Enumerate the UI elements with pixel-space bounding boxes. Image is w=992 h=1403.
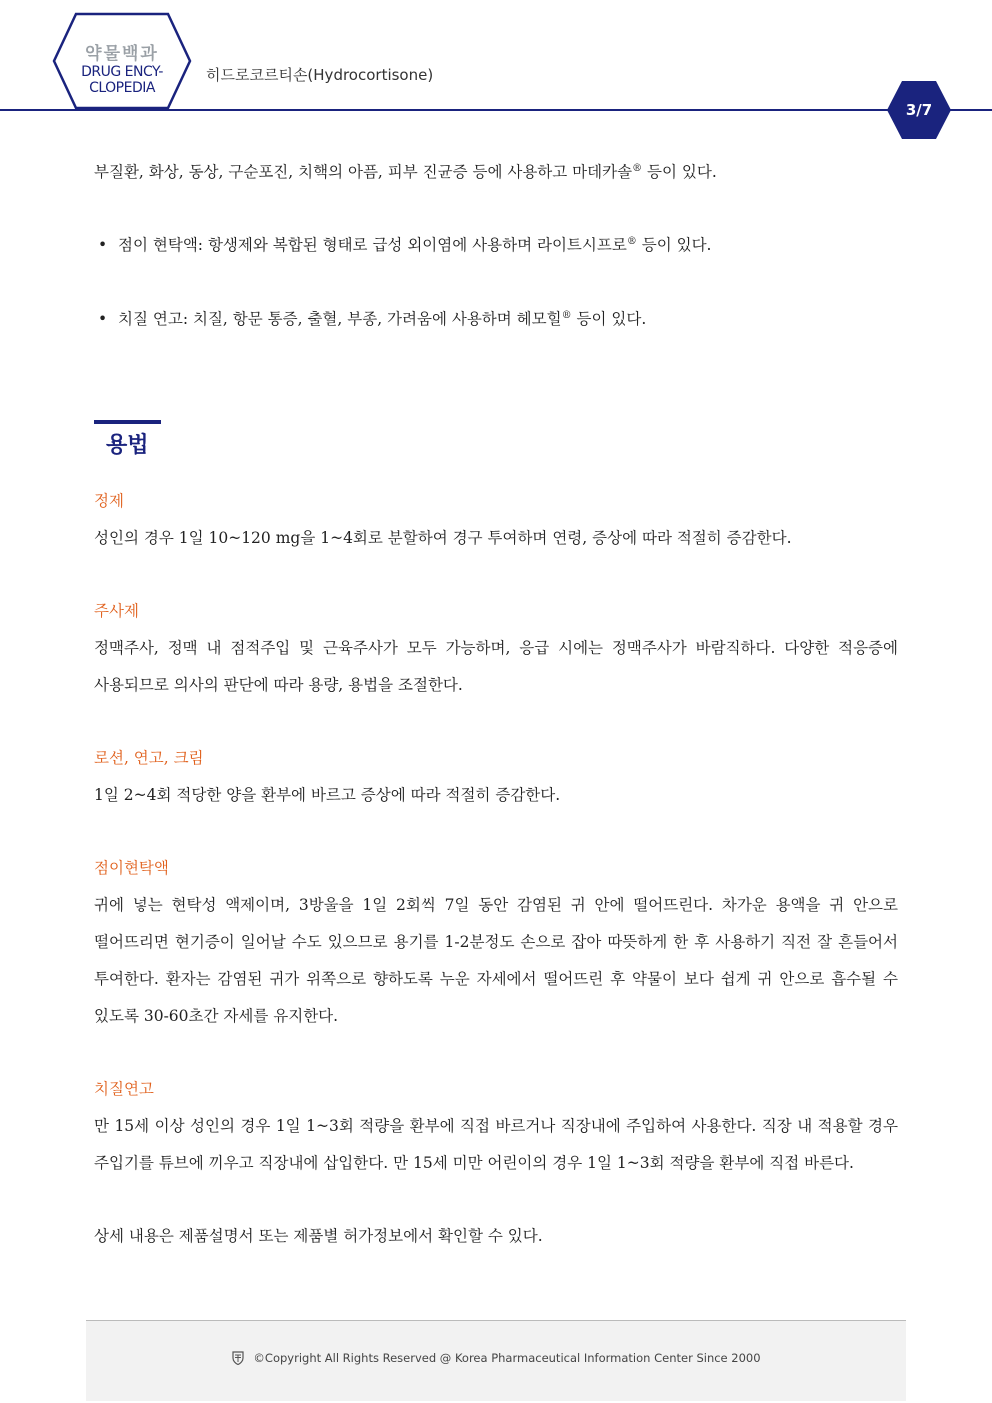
logo-english-line2: CLOPEDIA [89, 80, 155, 96]
registered-mark: ® [632, 163, 643, 174]
intro-line [94, 154, 898, 191]
logo-korean: 약물백과 [85, 44, 159, 64]
crest-icon [231, 1351, 245, 1365]
footer-content [86, 1351, 906, 1365]
subsection-body: 정맥주사, 정맥 내 점적주입 및 근육주사가 모두 가능하며, 응급 시에는 정맥주사가 바람직하다. 다양한 적응증에 사용되므로 의사의 판단에 따라 용량, 용법을 조절한다. [94, 639, 898, 694]
intro-line-text: 부질환, 화상, 동상, 구순포진, 치핵의 아픔, 피부 진균증 등에 사용하고 마데카솔 [94, 163, 633, 181]
bullet-dot-icon: • [98, 310, 108, 328]
bullet-item [94, 301, 898, 338]
page-footer [86, 1321, 906, 1401]
subsection-body: 만 15세 이상 성인의 경우 1일 1~3회 적량을 환부에 직접 바르거나 직장내에 주입하여 사용한다. 직장 내 적용할 경우 주입기를 튜브에 끼우고 직장내에 삽입한다. 만 15세 미만 어린이의 경우 1일 1~3회 적량을 환부에 직접 바른다. [94, 1117, 898, 1172]
registered-mark: ® [561, 310, 572, 321]
subsection-heading: 점이현탁액 [94, 859, 169, 877]
section-accent-bar [94, 420, 161, 424]
bullet-item [94, 227, 898, 264]
document-title: 히드로코르티손(Hydrocortisone) [206, 66, 434, 84]
subsection-heading: 정제 [94, 492, 124, 510]
page-number: 3/7 [905, 101, 933, 119]
bullet-tail: 등이 있다. [571, 310, 647, 328]
closing-note: 상세 내용은 제품설명서 또는 제품별 허가정보에서 확인할 수 있다. [94, 1227, 543, 1245]
copyright-text: ©Copyright All Rights Reserved @ Korea Pharmaceutical Information Center Since 2000 [253, 1351, 761, 1365]
subsection-heading: 로션, 연고, 크림 [94, 749, 204, 767]
subsection-body: 귀에 넣는 현탁성 액제이며, 3방울을 1일 2회씩 7일 동안 감염된 귀 안에 떨어뜨린다. 차가운 용액을 귀 안으로 떨어뜨리면 현기증이 일어날 수도 있으므로 용기를 1-2분정도 손으로 잡아 따뜻하게 한 후 사용하기 직전 잘 흔들어서 투여한다. 환자는 감염된 귀가 위쪽으로 향하도록 누운 자세에서 떨어뜨린 후 약물이 보다 쉽게 귀 안으로 흡수될 수 있도록 30-60초간 자세를 유지한다. [94, 896, 898, 1025]
intro-line-tail: 등이 있다. [642, 163, 717, 181]
subsection-body: 성인의 경우 1일 10~120 mg을 1~4회로 분할하여 경구 투여하며 연령, 증상에 따라 적절히 증감한다. [94, 529, 792, 547]
bullet-text: 치질 연고: 치질, 항문 통증, 출혈, 부종, 가려움에 사용하며 헤모힐 [118, 310, 562, 328]
section-title: 용법 [106, 433, 149, 458]
logo-english-line1: DRUG ENCY- [81, 64, 163, 80]
registered-mark: ® [626, 236, 637, 247]
subsection-heading: 주사제 [94, 602, 139, 620]
subsection-body: 1일 2~4회 적당한 양을 환부에 바르고 증상에 따라 적절히 증감한다. [94, 786, 561, 804]
bullet-tail: 등이 있다. [636, 236, 712, 254]
bullet-dot-icon: • [98, 236, 108, 254]
bullet-text: 점이 현탁액: 항생제와 복합된 형태로 급성 외이염에 사용하며 라이트시프로 [118, 236, 627, 254]
subsection-heading: 치질연고 [94, 1080, 154, 1098]
header-divider [0, 109, 992, 111]
page-header [0, 0, 992, 140]
dosage-content [94, 483, 898, 1255]
logo [52, 12, 192, 96]
intro-content [94, 150, 898, 338]
